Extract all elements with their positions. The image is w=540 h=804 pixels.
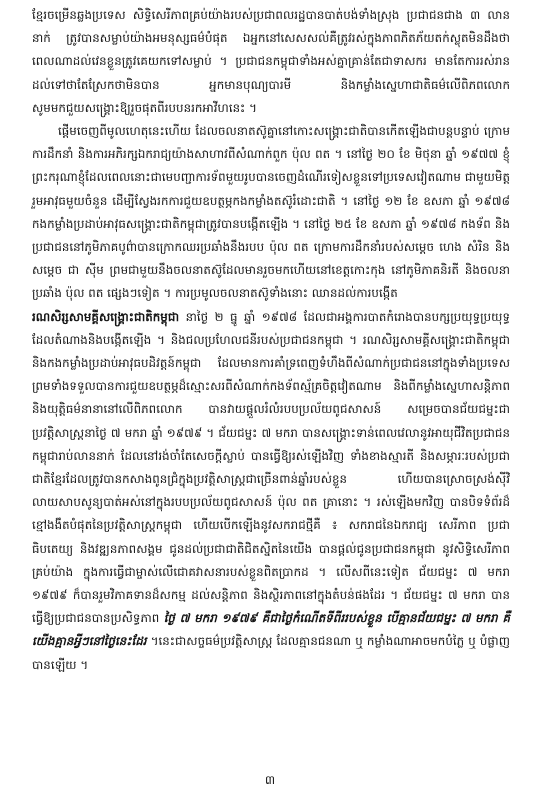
paragraph-history: ផ្តើមចេញពីមូលហេតុនេះហើយ ដែលចលនាតស៊ូគ្នានៅកោះសង្គ្រោះជាតិបានកើតឡើងជាបន្តបន្ទាប់ ក្រោមការដឹកនាំ និងការអភិរក្សឯករាជ្យយ៉ាងសាហាវពីសំណាក់ពួក ប៉ុល ពត ។ នៅថ្ងៃ ២០ ខែ មិថុនា ឆ្នាំ ១៩៧៧ ខ្ញុំព្រះករុណាខ្ញុំដែលពេលនោះជាមេបញ្ជាការទ័ពមួយរូបបានចេញដំណើរទៀសខ្លួនទៅប្រទេសវៀតណាម ជាមួយមិត្តរួមអាវុធមួយចំនួន ដើម្បីស្វែងរកការជួយឧបត្ថម្ភកងកម្លាំងតស៊ូរំដោះជាតិ ។ នៅថ្ងៃ ១២ ខែ ឧសភា ឆ្នាំ ១៩៧៨ កងកម្លាំងប្រដាប់អាវុធសង្គ្រោះជាតិកម្ពុជាត្រូវបានបង្កើតឡើង ។ នៅថ្ងៃ ២៥ ខែ ឧសភា ឆ្នាំ ១៩៧៨ កងទ័ព និងប្រជាជននៅភូមិភាគបូព៌ាបានក្រោកឈរប្រឆាំងនឹងរបប ប៉ុល ពត ក្រោមការដឹកនាំរបស់សម្តេច ហេង សំរិន និងសម្តេច ជា ស៊ីម ព្រមជាមួយនឹងចលនាតស៊ូដែលមានរួចមកហើយនៅខេត្តកោះកុង នៅភូមិភាគនិរតី និងចលនាប្រឆាំង ប៉ុល ពត ផ្សេងៗទៀត ។ ការប្រមូលចលនាតស៊ូទាំងនោះ ឈានដល់ការបង្កើត [32, 124, 511, 301]
paragraph-front-body: នាថ្ងៃ ២ ធ្នូ ឆ្នាំ ១៩៧៨ ដែលជាអង្គការបាតកំរោងបានបក្សប្រយុទ្ធប្រយុទ្ធដែលតំណាងនិងបង្កើតឡើង ។ និងជលប្រហែលជនីរបស់ប្រជាជនកម្ពុជា ។ រណសិរ្សសាមគ្គីសង្គ្រោះជាតិកម្ពុជា និងកងកម្លាំងប្រដាប់អាវុធបដិវត្តន៍កម្ពុជា ដែលមានការគាំទ្រពេញទំហឹងពីសំណាក់ប្រជាជននៅក្នុងទាំងប្រទេស ព្រមទាំងទទួលបានការជួយឧបត្ថម្ភដ៏ស្មោះសរពីសំណាក់កងទ័ពស្ម័គ្រចិត្តវៀតណាម និងពីកម្លាំងស្នេហាសន្តិភាព និងយុត្តិធម៌នានានៅលើពិភពលោក បានវាយផ្តួលរំលំរបបប្រល័យពូជសាសន៍ សម្រេចបានជ័យជម្នះជាប្រវត្តិសាស្ត្រនាថ្ងៃ ៧ មករា ឆ្នាំ ១៩៧៩ ។ ជ័យជម្នះ ៧ មករា បានសង្គ្រោះទាន់ពេលវេលានូវអាយុជីវិតប្រជាជនកម្ពុជារាប់លាននាក់ ដែលនៅរង់ចាំតែសេចក្តីស្លាប់ បានធ្វើឱ្យរស់ឡើងវិញ ទាំងខាងស្មារតី និងសម្ភារៈរបស់ប្រជាជាតិខ្មែរដែលត្រូវបានកសាងពូនជ្រំក្នុងប្រវត្តិសាស្ត្រជាច្រើនពាន់ឆ្នាំរបស់ខ្លួន ហើយបានស្រោចស្រង់ស៊ីវិលាយសាបសូន្យបាត់អស់នៅក្នុងរបបប្រល័យពូជសាសន៍ ប៉ុល ពត គ្រានោះ ។ រស់ឡើងមកវិញ បានបិទទំព័រដ៏ខ្មៅងងឹតបំផុតនៃប្រវត្តិសាស្ត្រកម្ពុជា ហើយបើកឡើងនូវសករាជថ្មីគឺ ៖ សករាជនៃឯករាជ្យ សេរីភាព ប្រជាធិបតេយ្យ និងវឌ្ឍនភាពសង្គម ជូនដល់ប្រជាជាតិជិតស្និតនៃយើង បានផ្តល់ជូនប្រជាជនកម្ពុជា នូវសិទ្ធិសេរីភាពគ្រប់យ៉ាង ក្នុងការធ្វើជាម្ចាស់លើជោគវាសនារបស់ខ្លួនពិតប្រាកដ ។ លើសពីនេះទៀត ជ័យជម្នះ ៧ មករា ១៩៧៩ ក៏បានរួមវិភាគទានដ៏សកម្ម ដល់សន្តិភាព និងស្ថិរភាពនៅក្នុងតំបន់ផងដែរ ។ ជ័យជម្នះ ៧ មករា បានធ្វើឱ្យប្រជាជនបានប្រសិទ្ធភាព [32, 309, 510, 626]
front-name-highlight: រណសិរ្សសាមគ្គីសង្គ្រោះជាតិកម្ពុជា [32, 309, 180, 324]
paragraph-front [32, 306, 510, 677]
paragraph-intro: ខ្មែរចម្រើនឆ្លងប្រទេស សិទ្ធិសេរីភាពគ្រប់យ៉ាងរបស់ប្រជាពលរដ្ឋបានបាត់បង់ទាំងស្រុង ប្រជាជនជាង ៣ លាននាក់ ត្រូវបានសម្លាប់យ៉ាងអមនុស្សធម៌បំផុត ឯអ្នកនៅសេសសល់គឺត្រូវរស់ក្នុងភាពភិតភ័យតក់ស្លុតមិនដឹងថាពេលណាដល់វេនខ្លួនត្រូវគេយកទៅសម្លាប់ ។ ប្រជាជនកម្ពុជាទាំងអស់គ្នាគ្រាន់តែជាទាសករ មានតែការរស់រាន ដល់ទៅថាតែស្រែកថាមិនបាន អ្នកមានបុណ្យបារមី និងកម្លាំងស្នេហាជាតិធម៌លើពិភពលោកសូមមកជួយសង្គ្រោះឱ្យរួចផុតពីរបបនរកអាវីហនេះ ។ [32, 8, 510, 115]
page-number: ៣ [264, 773, 276, 787]
paragraph-front-tail: ។នេះជាសច្ចធម៌ប្រវត្តិសាស្ត្រ ដែលគ្មានជនណា ឬ កម្លាំងណាអាចមកបំភ្លៃ ឬ បំផ្លាញបានឡើយ ។ [32, 634, 510, 672]
victory-quote: ថ្ងៃ ៧ មករា ១៩៧៩ គឺជាថ្ងៃកំណើតទីពីររបស់ខ្លួន បើគ្មានជ័យជម្នះ ៧ មករា គឺយើងគ្មានអ្វីៗនៅថ្ងៃនេះដែរ [32, 611, 510, 649]
